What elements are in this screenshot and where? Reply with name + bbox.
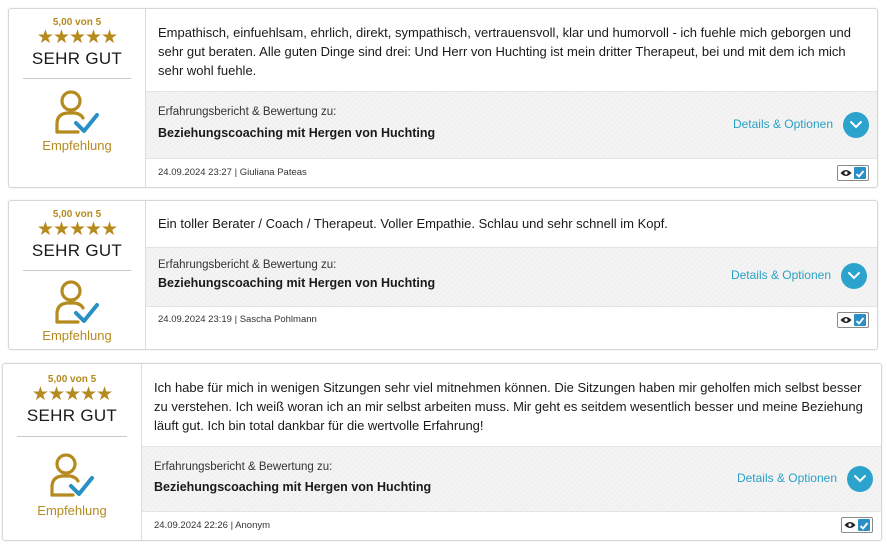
review-subject-band <box>146 247 877 307</box>
review-content <box>142 364 881 540</box>
eye-icon <box>840 315 852 325</box>
review-subject-band <box>142 446 881 512</box>
checkbox-checked-icon <box>858 519 870 531</box>
review-card <box>8 8 878 188</box>
divider <box>23 78 131 79</box>
eye-icon <box>840 168 852 178</box>
review-card <box>2 363 882 541</box>
visibility-toggle[interactable] <box>841 517 873 533</box>
report-label: Erfahrungsbericht & Bewertung zu: <box>158 259 337 271</box>
rating-grade: SEHR GUT <box>31 49 123 68</box>
review-card <box>8 200 878 350</box>
rating-grade: SEHR GUT <box>31 241 123 260</box>
divider <box>17 436 127 437</box>
recommendation-icon <box>9 278 145 326</box>
recommendation-label: Empfehlung <box>42 328 112 343</box>
review-subject: Beziehungscoaching mit Hergen von Huchting <box>158 276 436 290</box>
rating-stars: ★★★★★ <box>36 27 118 48</box>
recommendation-label: Empfehlung <box>37 503 107 518</box>
review-subject-band <box>146 91 877 159</box>
rating-stars: ★★★★★ <box>36 219 118 240</box>
visibility-toggle[interactable] <box>837 312 869 328</box>
review-content <box>146 9 877 187</box>
checkbox-checked-icon <box>854 167 866 179</box>
review-content <box>146 201 877 349</box>
details-options-link[interactable]: Details & Optionen <box>732 117 833 131</box>
review-text: Ich habe für mich in wenigen Sitzungen sehr viel mitnehmen können. Die Sitzungen haben mir geholfen mich selbst besser zu verstehen. Ich weiß woran ich an mir selbst arbeiten muss. Mir geht es seitdem wesentlich besser und meine Beziehung läuft gut. Ich bin total dankbar für die wertvolle Erfahrung! <box>154 380 863 433</box>
report-label: Erfahrungsbericht & Bewertung zu: <box>154 461 333 473</box>
review-meta: 24.09.2024 22:26 | Anonym <box>154 520 271 531</box>
rating-stars: ★★★★★ <box>31 384 113 405</box>
rating-score: 5,00 von 5 <box>47 374 97 385</box>
rating-score: 5,00 von 5 <box>52 209 102 220</box>
eye-icon <box>844 520 856 530</box>
visibility-toggle[interactable] <box>837 165 869 181</box>
rating-panel <box>9 201 146 349</box>
report-label: Erfahrungsbericht & Bewertung zu: <box>158 106 337 118</box>
review-meta: 24.09.2024 23:27 | Giuliana Pateas <box>158 167 307 178</box>
expand-button[interactable] <box>843 112 869 138</box>
expand-button[interactable] <box>841 263 867 289</box>
recommendation-label: Empfehlung <box>42 138 112 153</box>
recommendation-icon <box>9 88 145 136</box>
chevron-down-icon <box>853 474 867 484</box>
chevron-down-icon <box>847 271 861 281</box>
chevron-down-icon <box>849 120 863 130</box>
details-options-link[interactable]: Details & Optionen <box>736 471 837 485</box>
rating-score: 5,00 von 5 <box>52 17 102 28</box>
review-text: Empathisch, einfuehlsam, ehrlich, direkt, sympathisch, vertrauensvoll, klar und humorvoll - ich fuehle mich geborgen und sehr gut beraten. Alle guten Dinge sind drei: Und Herr von Huchting ist mein dritter Therapeut, bei und mit dem ich mich sehr wohl fuehle. <box>158 25 851 78</box>
recommendation-icon <box>3 451 141 499</box>
details-options-link[interactable]: Details & Optionen <box>730 268 831 282</box>
review-meta: 24.09.2024 23:19 | Sascha Pohlmann <box>158 314 317 325</box>
rating-panel <box>3 364 142 540</box>
review-subject: Beziehungscoaching mit Hergen von Huchting <box>154 480 432 494</box>
review-subject: Beziehungscoaching mit Hergen von Huchting <box>158 126 436 140</box>
expand-button[interactable] <box>847 466 873 492</box>
rating-panel <box>9 9 146 187</box>
rating-grade: SEHR GUT <box>26 406 118 425</box>
checkbox-checked-icon <box>854 314 866 326</box>
divider <box>23 270 131 271</box>
review-text: Ein toller Berater / Coach / Therapeut. Voller Empathie. Schlau und sehr schnell im Kopf. <box>158 216 668 231</box>
